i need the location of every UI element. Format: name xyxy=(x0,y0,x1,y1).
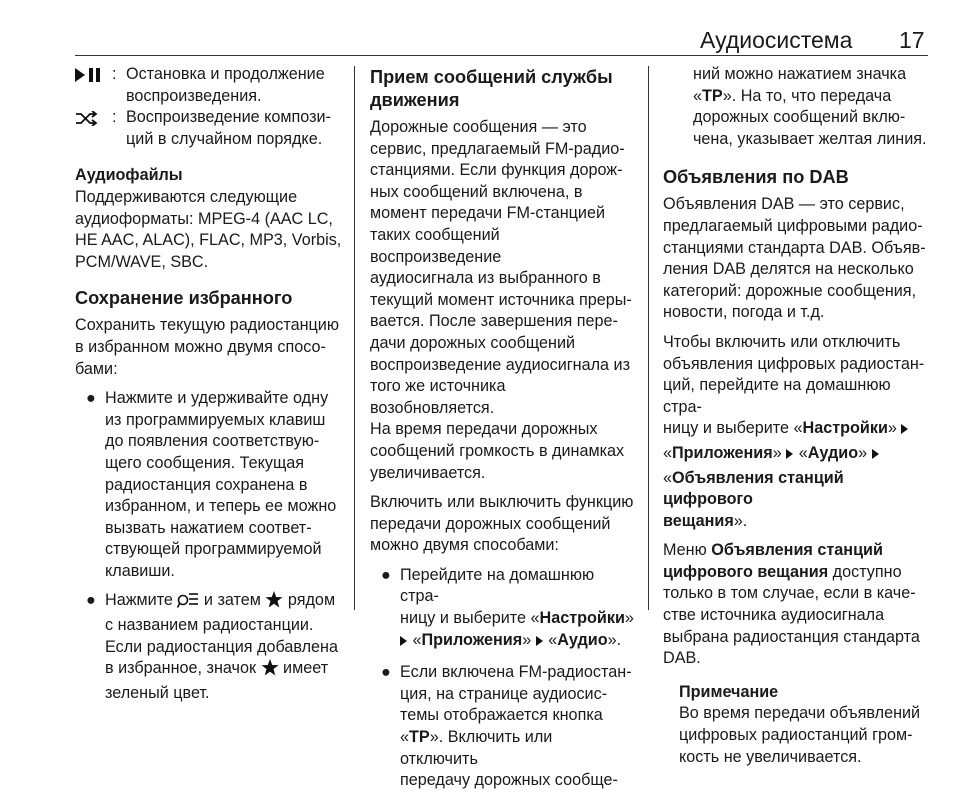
arrow-right-icon xyxy=(786,446,794,468)
shuffle-description: Воспроизведение компози‐ ций в случайном порядке. xyxy=(126,108,331,148)
header-rule xyxy=(75,55,928,56)
list-item: ● Если включена FM-радиостан‐ ция, на странице аудиосис‐ темы отображается кнопка «TP». Включить или отключить передачу дорожных сообще‐ xyxy=(370,662,634,792)
favorites-intro: Сохранить текущую радиостанцию в избранном можно двумя спосо‐ бами: xyxy=(75,316,339,378)
note-title: Примечание xyxy=(679,682,779,701)
dab-menu-paragraph: Меню Объявления станций цифрового вещания доступно только в том случае, если в каче‐ стве источника аудиосигнала выбрана радиостанция стандарта DAB. xyxy=(663,541,920,668)
traffic-paragraph: Дорожные сообщения — это сервис, предлагаемый FM-радио‐ станциями. Если функция дорож‐ ных сообщений включена, в момент передачи FM-станцией таких сообщений воспроизведение аудиосигнала из выбранного в текущий момент источника преры‐ вается. После завершения пере‐ дачи дорожных сообщений воспроизведение аудиосигнала из того же источника возобновляется. На время передачи дорожных сообщений громкость в динамках увеличивается. xyxy=(370,118,632,482)
search-list-icon xyxy=(177,591,199,615)
column-2 xyxy=(370,64,634,800)
arrow-right-icon xyxy=(872,446,880,468)
bullet: ● xyxy=(381,663,391,682)
colon: : xyxy=(112,108,117,127)
list-item: ● Нажмите и затем рядом с названием радиостанции. Если радиостанция добавлена в избранное, значок имеет зеленый цвет. xyxy=(75,590,345,704)
arrow-right-icon xyxy=(901,421,909,443)
column-divider xyxy=(648,66,649,610)
colon: : xyxy=(112,65,117,83)
bullet: ● xyxy=(381,565,391,584)
favorites-heading: Сохранение избранного xyxy=(75,288,293,309)
header-title: Аудиосистема xyxy=(700,27,853,53)
page-header xyxy=(0,0,960,60)
dab-paragraph: Объявления DAB — это сервис, предлагаемый цифровыми радио‐ станциями стандарта DAB. Объяв‐ ления DAB делятся на несколько категорий: дорожные сообщения, новости, погода и т.д. xyxy=(663,195,926,322)
traffic-toggle-intro: Включить или выключить функцию передачи дорожных сообщений можно двумя способами: xyxy=(370,493,634,555)
star-icon xyxy=(265,591,283,615)
bullet: ● xyxy=(86,389,96,408)
note-block: Примечание Во время передачи объявлений цифровых радиостанций гром‐ кость не увеличивается. xyxy=(663,682,933,768)
dab-heading: Объявления по DAB xyxy=(663,167,849,188)
list-item: ● Нажмите и удерживайте одну из программируемых клавиш до появления соответствую‐ щего сообщения. Текущая радиостанция сохранена в избранном, и теперь ее можно вызвать нажатием соответ‐ ствующей программируемой клавиши. xyxy=(75,388,345,582)
page-number: 17 xyxy=(899,27,925,53)
column-divider xyxy=(354,66,355,610)
arrow-right-icon xyxy=(400,633,408,655)
column-1 xyxy=(75,64,345,712)
traffic-heading: Прием сообщений службы движения xyxy=(370,67,613,110)
play-pause-row xyxy=(75,64,345,107)
traffic-continued: ний можно нажатием значка «TP». На то, что передача дорожных сообщений вклю‐ чена, указывает желтая линия. xyxy=(693,65,927,148)
play-pause-description: Остановка и продолжение воспроизведения. xyxy=(126,65,325,105)
shuffle-icon xyxy=(75,107,112,150)
audio-files-title: Аудиофайлы xyxy=(75,166,183,185)
dab-toggle-paragraph: Чтобы включить или отключить объявления цифровых радиостан‐ ций, перейдите на домашнюю стра‐ ницу и выберите «Настройки» «Приложения» «Аудио» «Объявления станций цифрового вещания». xyxy=(663,332,925,530)
list-item: ● Перейдите на домашнюю стра‐ ницу и выберите «Настройки» «Приложения» «Аудио». xyxy=(370,565,634,654)
arrow-right-icon xyxy=(536,633,544,655)
play-pause-icon xyxy=(75,64,112,107)
shuffle-row xyxy=(75,107,345,150)
audio-files-paragraph: Поддерживаются следующие аудиоформаты: MPEG-4 (AAC LC, HE AAC, ALAC), FLAC, MP3, Vorbis, PCM/WAVE, SBC. xyxy=(75,187,342,271)
column-3 xyxy=(663,64,933,768)
star-icon xyxy=(261,659,279,683)
bullet: ● xyxy=(86,591,96,610)
